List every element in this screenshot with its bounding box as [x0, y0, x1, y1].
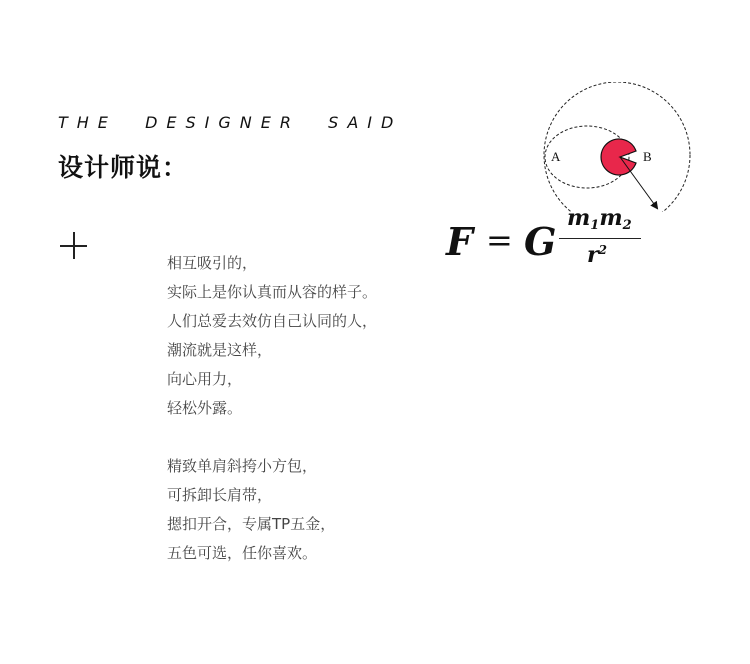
text-line: 五色可选，任你喜欢。	[167, 544, 318, 562]
mass-m2: m	[599, 205, 623, 231]
text-line: 可拆卸长肩带，	[167, 486, 273, 504]
label-a: A	[551, 149, 561, 164]
formula-equals: =	[486, 221, 513, 259]
radius-r: r	[587, 242, 599, 268]
formula-g: G	[524, 219, 557, 264]
text-line: 潮流就是这样，	[167, 341, 273, 359]
fraction-bar	[559, 238, 641, 239]
paragraph-gap	[167, 423, 377, 452]
text-line: 实际上是你认真而从容的样子。	[167, 283, 378, 301]
subscript-2: 2	[622, 218, 632, 233]
exponent-2: 2	[598, 243, 607, 257]
formula-f: F	[446, 219, 473, 264]
english-title: THE DESIGNER SAID	[58, 113, 403, 132]
gravity-formula	[446, 205, 646, 275]
text-line: 人们总爱去效仿自己认同的人，	[167, 312, 378, 330]
text-line: 轻松外露。	[167, 399, 243, 417]
text-line: 向心用力，	[167, 370, 243, 388]
plus-icon	[60, 232, 87, 259]
force-arrow	[620, 157, 657, 208]
mass-body	[601, 139, 636, 175]
subscript-1: 1	[590, 218, 600, 233]
mass-m1: m	[567, 205, 591, 231]
description-text	[167, 249, 377, 568]
chinese-title: 设计师说：	[58, 153, 189, 182]
text-line: 摁扣开合，专属TP五金，	[167, 515, 336, 533]
orbit-diagram	[540, 82, 695, 212]
formula-denominator	[587, 242, 607, 268]
label-b: B	[643, 149, 652, 164]
text-line: 相互吸引的，	[167, 254, 258, 272]
text-line: 精致单肩斜挎小方包，	[167, 457, 318, 475]
formula-numerator	[567, 205, 632, 233]
